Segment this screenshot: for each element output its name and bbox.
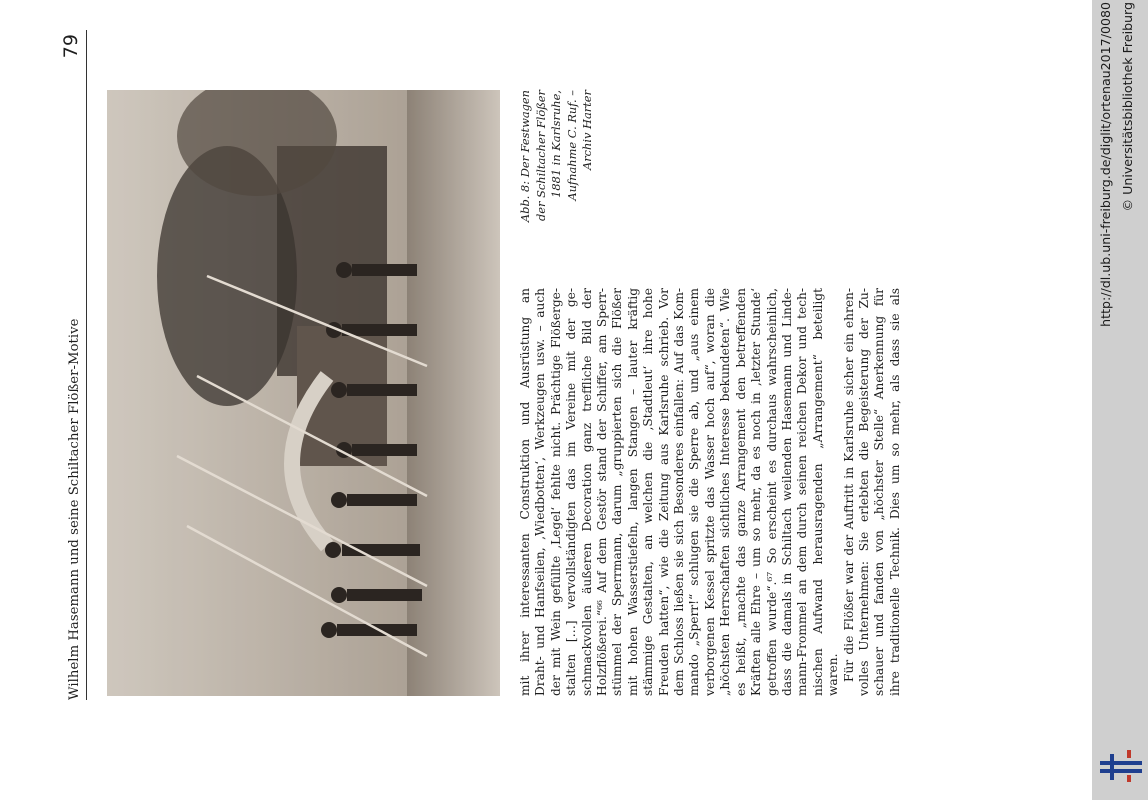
text-line: es heißt, „machte das ganze Arrangement den betreffenden xyxy=(733,288,748,696)
caption-line: Abb. 8: Der Festwagen xyxy=(518,90,532,223)
text-line: dem Schloss ließen sie sich Besonderes einfallen: Auf das Kom- xyxy=(672,288,687,696)
text-line: getroffen wurde“.⁶⁷ So erscheint es durchaus wahrscheinlich, xyxy=(764,288,779,696)
viewer-sidebar xyxy=(1092,0,1148,800)
text-line: stümmel der Sperrmann, darum „gruppierten sich die Flößer xyxy=(610,288,625,696)
text-line: nischen Aufwand herausragenden „Arrangement“ beteiligt xyxy=(810,288,825,696)
text-line: verborgenen Kessel spritzte das Wasser hoch auf“, woran die xyxy=(702,288,717,696)
sidebar-text xyxy=(1092,0,1148,720)
text-line: mit hohen Wasserstiefeln, langen Stangen – lauter kräftig xyxy=(625,288,640,696)
text-line: waren. xyxy=(826,653,841,696)
text-line: stalten […] vervollständigten das im Vereine mit der ge- xyxy=(564,288,579,696)
running-head xyxy=(52,30,87,700)
text-line: Draht- und Hanfseilen, ‚Wiedbotten‘, Werkzeugen usw. – auch xyxy=(533,288,548,696)
text-line: Kräften alle Ehre – um so mehr, da es noch in ‚letzter Stunde‘ xyxy=(749,288,764,696)
text-line: mit ihrer interessanten Construktion und Ausrüstung an xyxy=(518,288,532,696)
caption-line: Archiv Harter xyxy=(580,90,594,171)
copyright-notice: © Universitätsbibliothek Freiburg xyxy=(1120,2,1135,212)
text-line: schmackvollen äußeren Decoration ganz treffliche Bild der xyxy=(579,288,594,696)
page-number: 79 xyxy=(60,34,82,59)
text-line: volles Unternehmen: Sie erlebten die Begeisterung der Zu- xyxy=(856,288,871,696)
text-line: ihre traditionelle Technik. Dies um so mehr, als dass sie als xyxy=(887,288,902,696)
historical-photograph xyxy=(107,90,500,696)
text-line: mando „Sperr!“ schlugen sie die Sperre ab, und „aus einem xyxy=(687,288,702,696)
caption-line: Aufnahme C. Ruf. – xyxy=(564,90,579,201)
text-line: schauer und fanden von „höchster Stelle“ Anerkennung für xyxy=(872,288,887,696)
running-head-title: Wilhelm Hasemann und seine Schiltacher Flößer-Motive xyxy=(67,318,82,700)
text-line: Freuden hatten“, wie die Zeitung aus Karlsruhe schrieb. Vor xyxy=(656,288,671,696)
figure-caption xyxy=(518,90,596,275)
text-line: stämmige Gestalten, an welchen die ‚Stadtleut‘ ihre hohe xyxy=(641,288,656,696)
text-line: Holzflößerei.“⁶⁶ Auf dem Gestör stand der Schiffer, am Sperr- xyxy=(595,288,610,696)
photo-image xyxy=(107,90,500,696)
caption-line: der Schiltacher Flößer xyxy=(533,90,548,221)
caption-line: 1881 in Karlsruhe, xyxy=(549,90,563,198)
text-line: dass die damals in Schiltach weilenden Hasemann und Linde- xyxy=(779,288,794,696)
body-text xyxy=(518,288,903,696)
source-url-link[interactable]: http://dl.ub.uni-freiburg.de/diglit/ortenau2017/0080 xyxy=(1098,2,1113,327)
text-line: mann-Frommel an dem durch seinen reichen Dekor und tech- xyxy=(795,288,810,696)
text-line: der mit Wein gefüllte ‚Legel‘ fehlte nicht. Prächtige Flößerge- xyxy=(548,288,563,696)
text-line: „höchsten Herrschaften sichtliches Interesse bekundeten“. Wie xyxy=(718,288,733,696)
text-line: Für die Flößer war der Auftritt in Karlsruhe sicher ein ehren- xyxy=(841,288,856,682)
ub-freiburg-logo-icon xyxy=(1098,748,1144,784)
